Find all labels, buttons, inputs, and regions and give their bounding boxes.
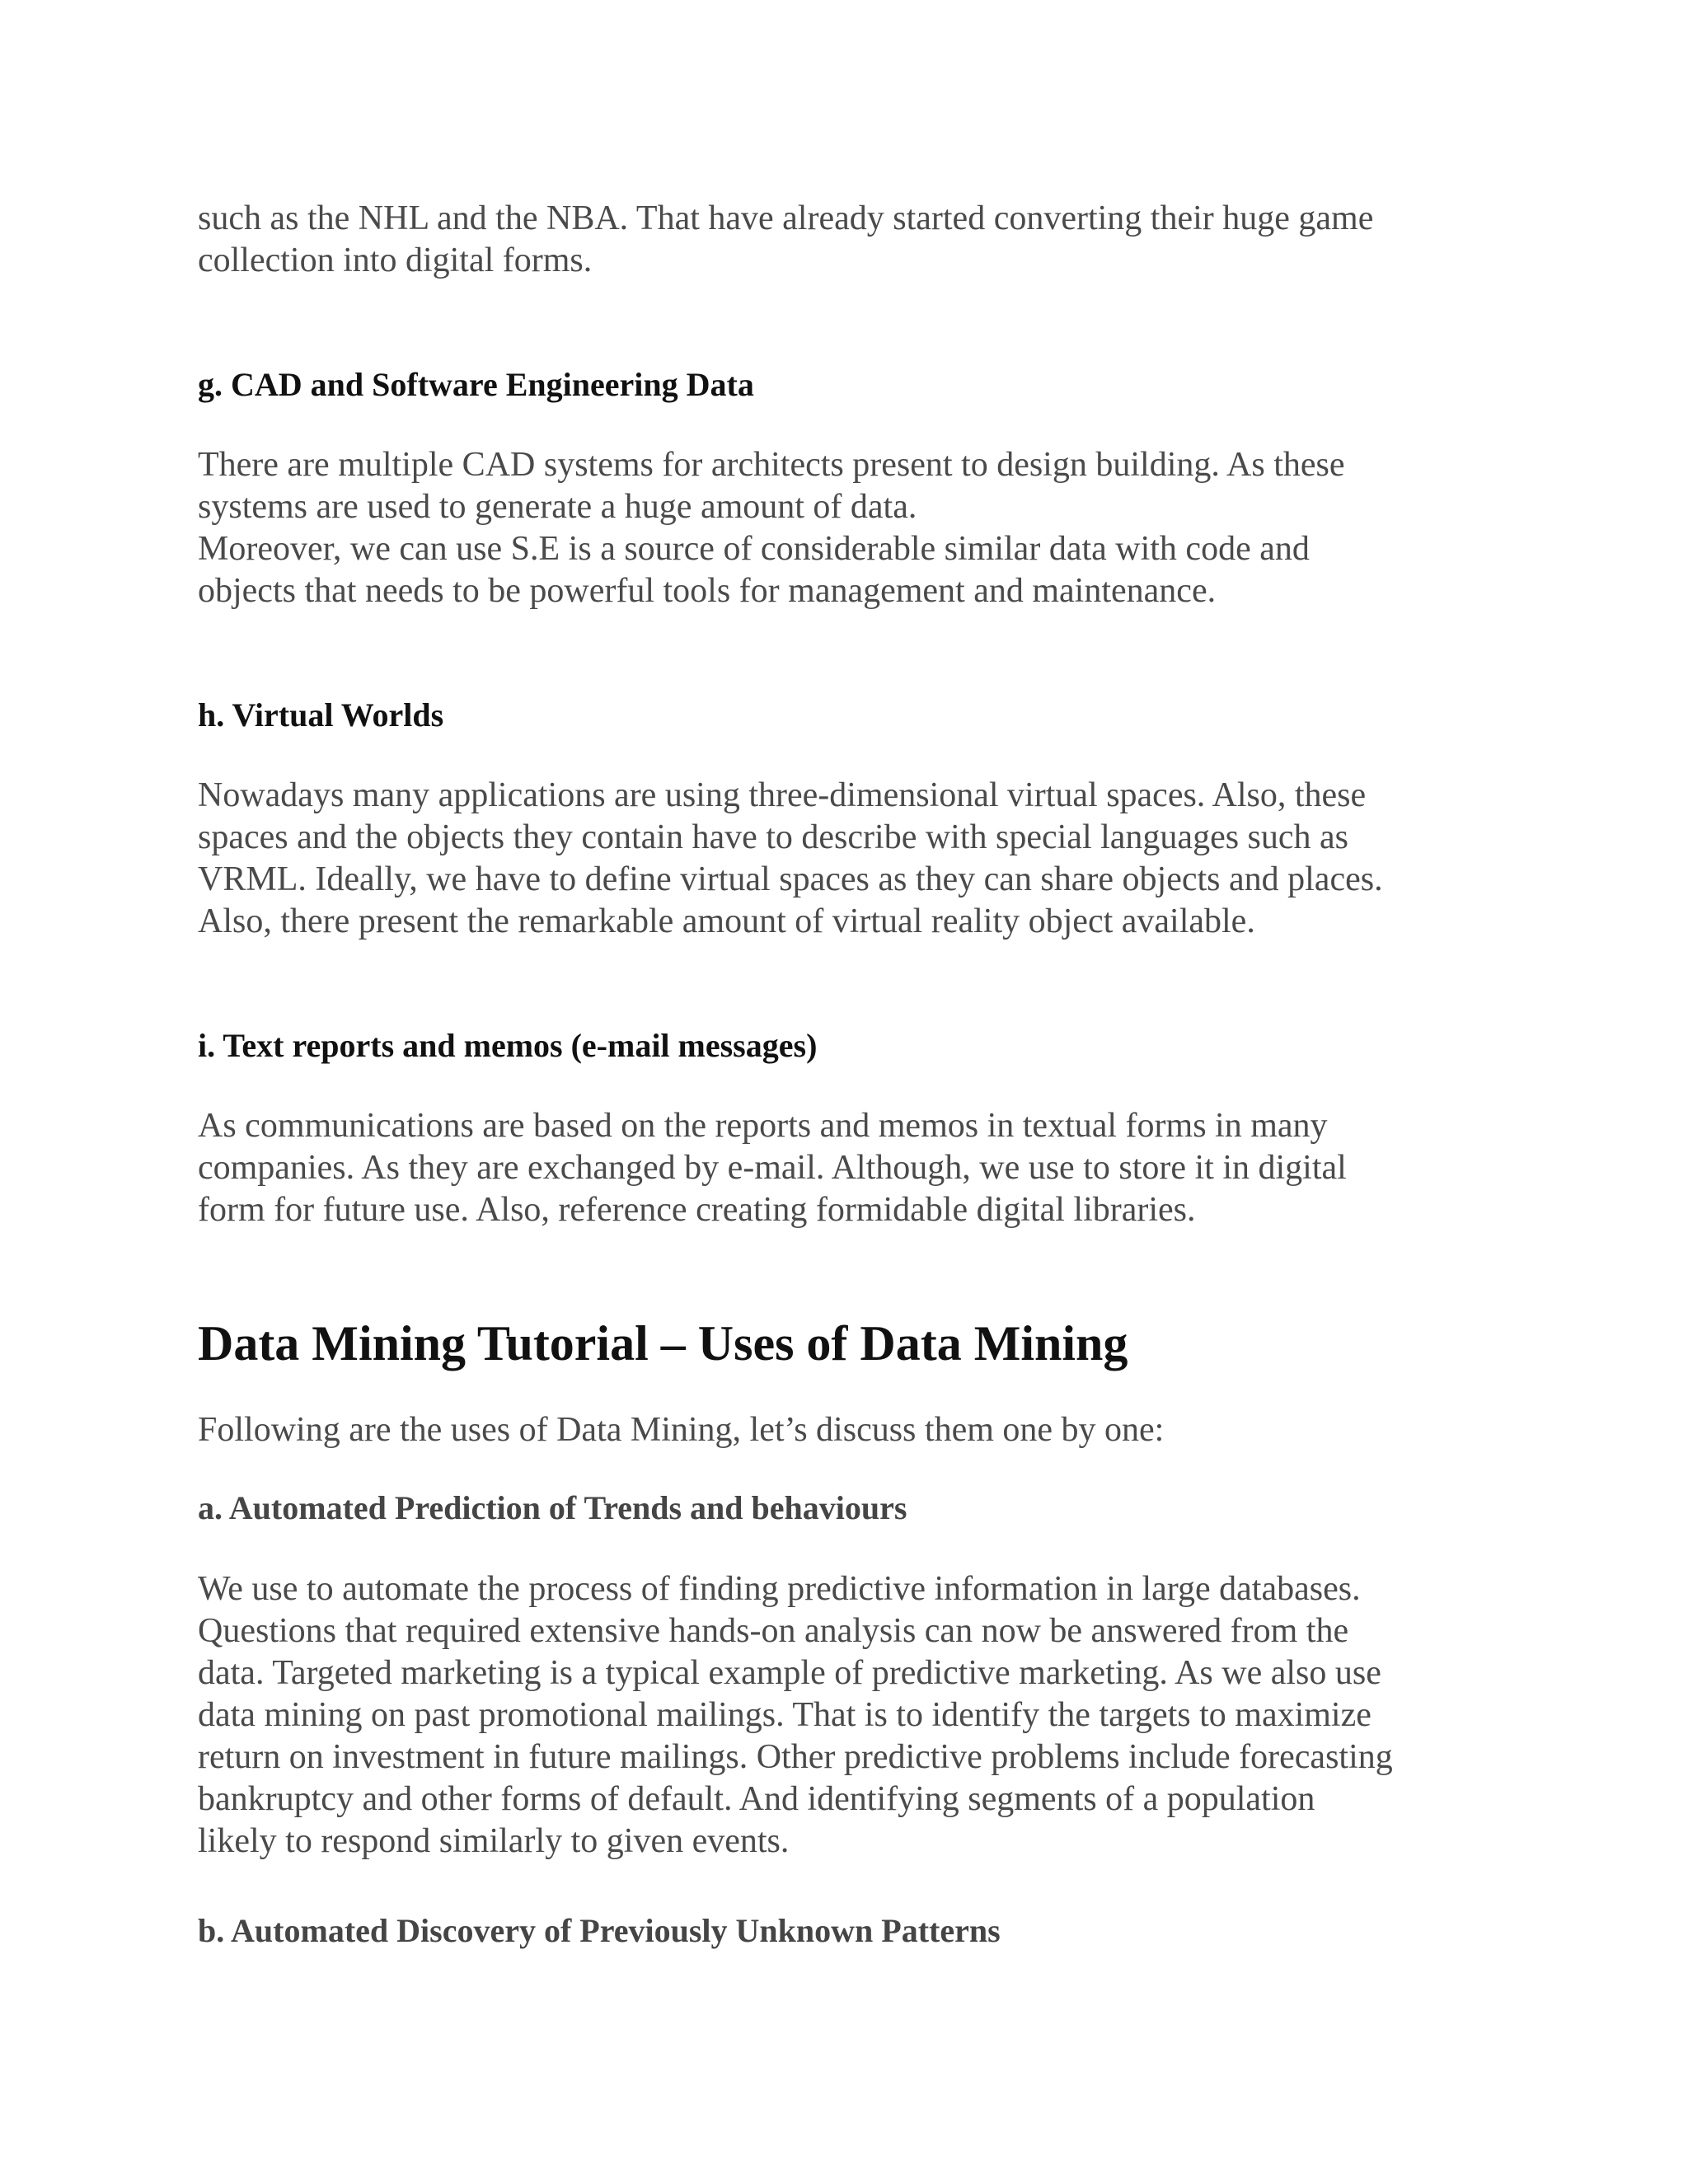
uses-section-title: Data Mining Tutorial – Uses of Data Mining (198, 1316, 1128, 1371)
section-g-heading: g. CAD and Software Engineering Data (198, 366, 754, 403)
paragraph-line: companies. As they are exchanged by e-mail. Although, we use to store it in digital (198, 1149, 1347, 1187)
paragraph-line: VRML. Ideally, we have to define virtual spaces as they can share objects and places. (198, 860, 1383, 898)
paragraph-line: data. Targeted marketing is a typical example of predictive marketing. As we also use (198, 1654, 1381, 1692)
paragraph-line: return on investment in future mailings. Other predictive problems include forecasting (198, 1738, 1393, 1776)
paragraph-line: Questions that required extensive hands-on analysis can now be answered from the (198, 1612, 1349, 1650)
paragraph-line: objects that needs to be powerful tools for management and maintenance. (198, 572, 1217, 610)
paragraph-line: Moreover, we can use S.E is a source of considerable similar data with code and (198, 530, 1310, 568)
paragraph-line: data mining on past promotional mailings. That is to identify the targets to maximize (198, 1696, 1372, 1734)
paragraph-line: form for future use. Also, reference creating formidable digital libraries. (198, 1191, 1196, 1229)
paragraph-line: likely to respond similarly to given events. (198, 1822, 790, 1860)
paragraph-line: spaces and the objects they contain have to describe with special languages such as (198, 818, 1349, 856)
uses-section-intro: Following are the uses of Data Mining, let’s discuss them one by one: (198, 1411, 1165, 1449)
paragraph-line: collection into digital forms. (198, 241, 593, 279)
use-a-heading: a. Automated Prediction of Trends and behaviours (198, 1489, 907, 1526)
paragraph-line: such as the NHL and the NBA. That have already started converting their huge game (198, 199, 1374, 237)
paragraph-line: bankruptcy and other forms of default. And identifying segments of a population (198, 1780, 1315, 1818)
section-h-heading: h. Virtual Worlds (198, 696, 444, 733)
paragraph-line: Also, there present the remarkable amount of virtual reality object available. (198, 902, 1255, 940)
document-page (198, 0, 1500, 2184)
section-i-heading: i. Text reports and memos (e-mail messages) (198, 1027, 818, 1064)
paragraph-line: Nowadays many applications are using three-dimensional virtual spaces. Also, these (198, 776, 1367, 814)
use-b-heading: b. Automated Discovery of Previously Unknown Patterns (198, 1912, 1001, 1949)
paragraph-line: systems are used to generate a huge amount of data. (198, 488, 917, 526)
paragraph-line: As communications are based on the reports and memos in textual forms in many (198, 1107, 1328, 1145)
paragraph-line: We use to automate the process of finding predictive information in large databases. (198, 1570, 1361, 1608)
paragraph-line: There are multiple CAD systems for architects present to design building. As these (198, 446, 1345, 484)
